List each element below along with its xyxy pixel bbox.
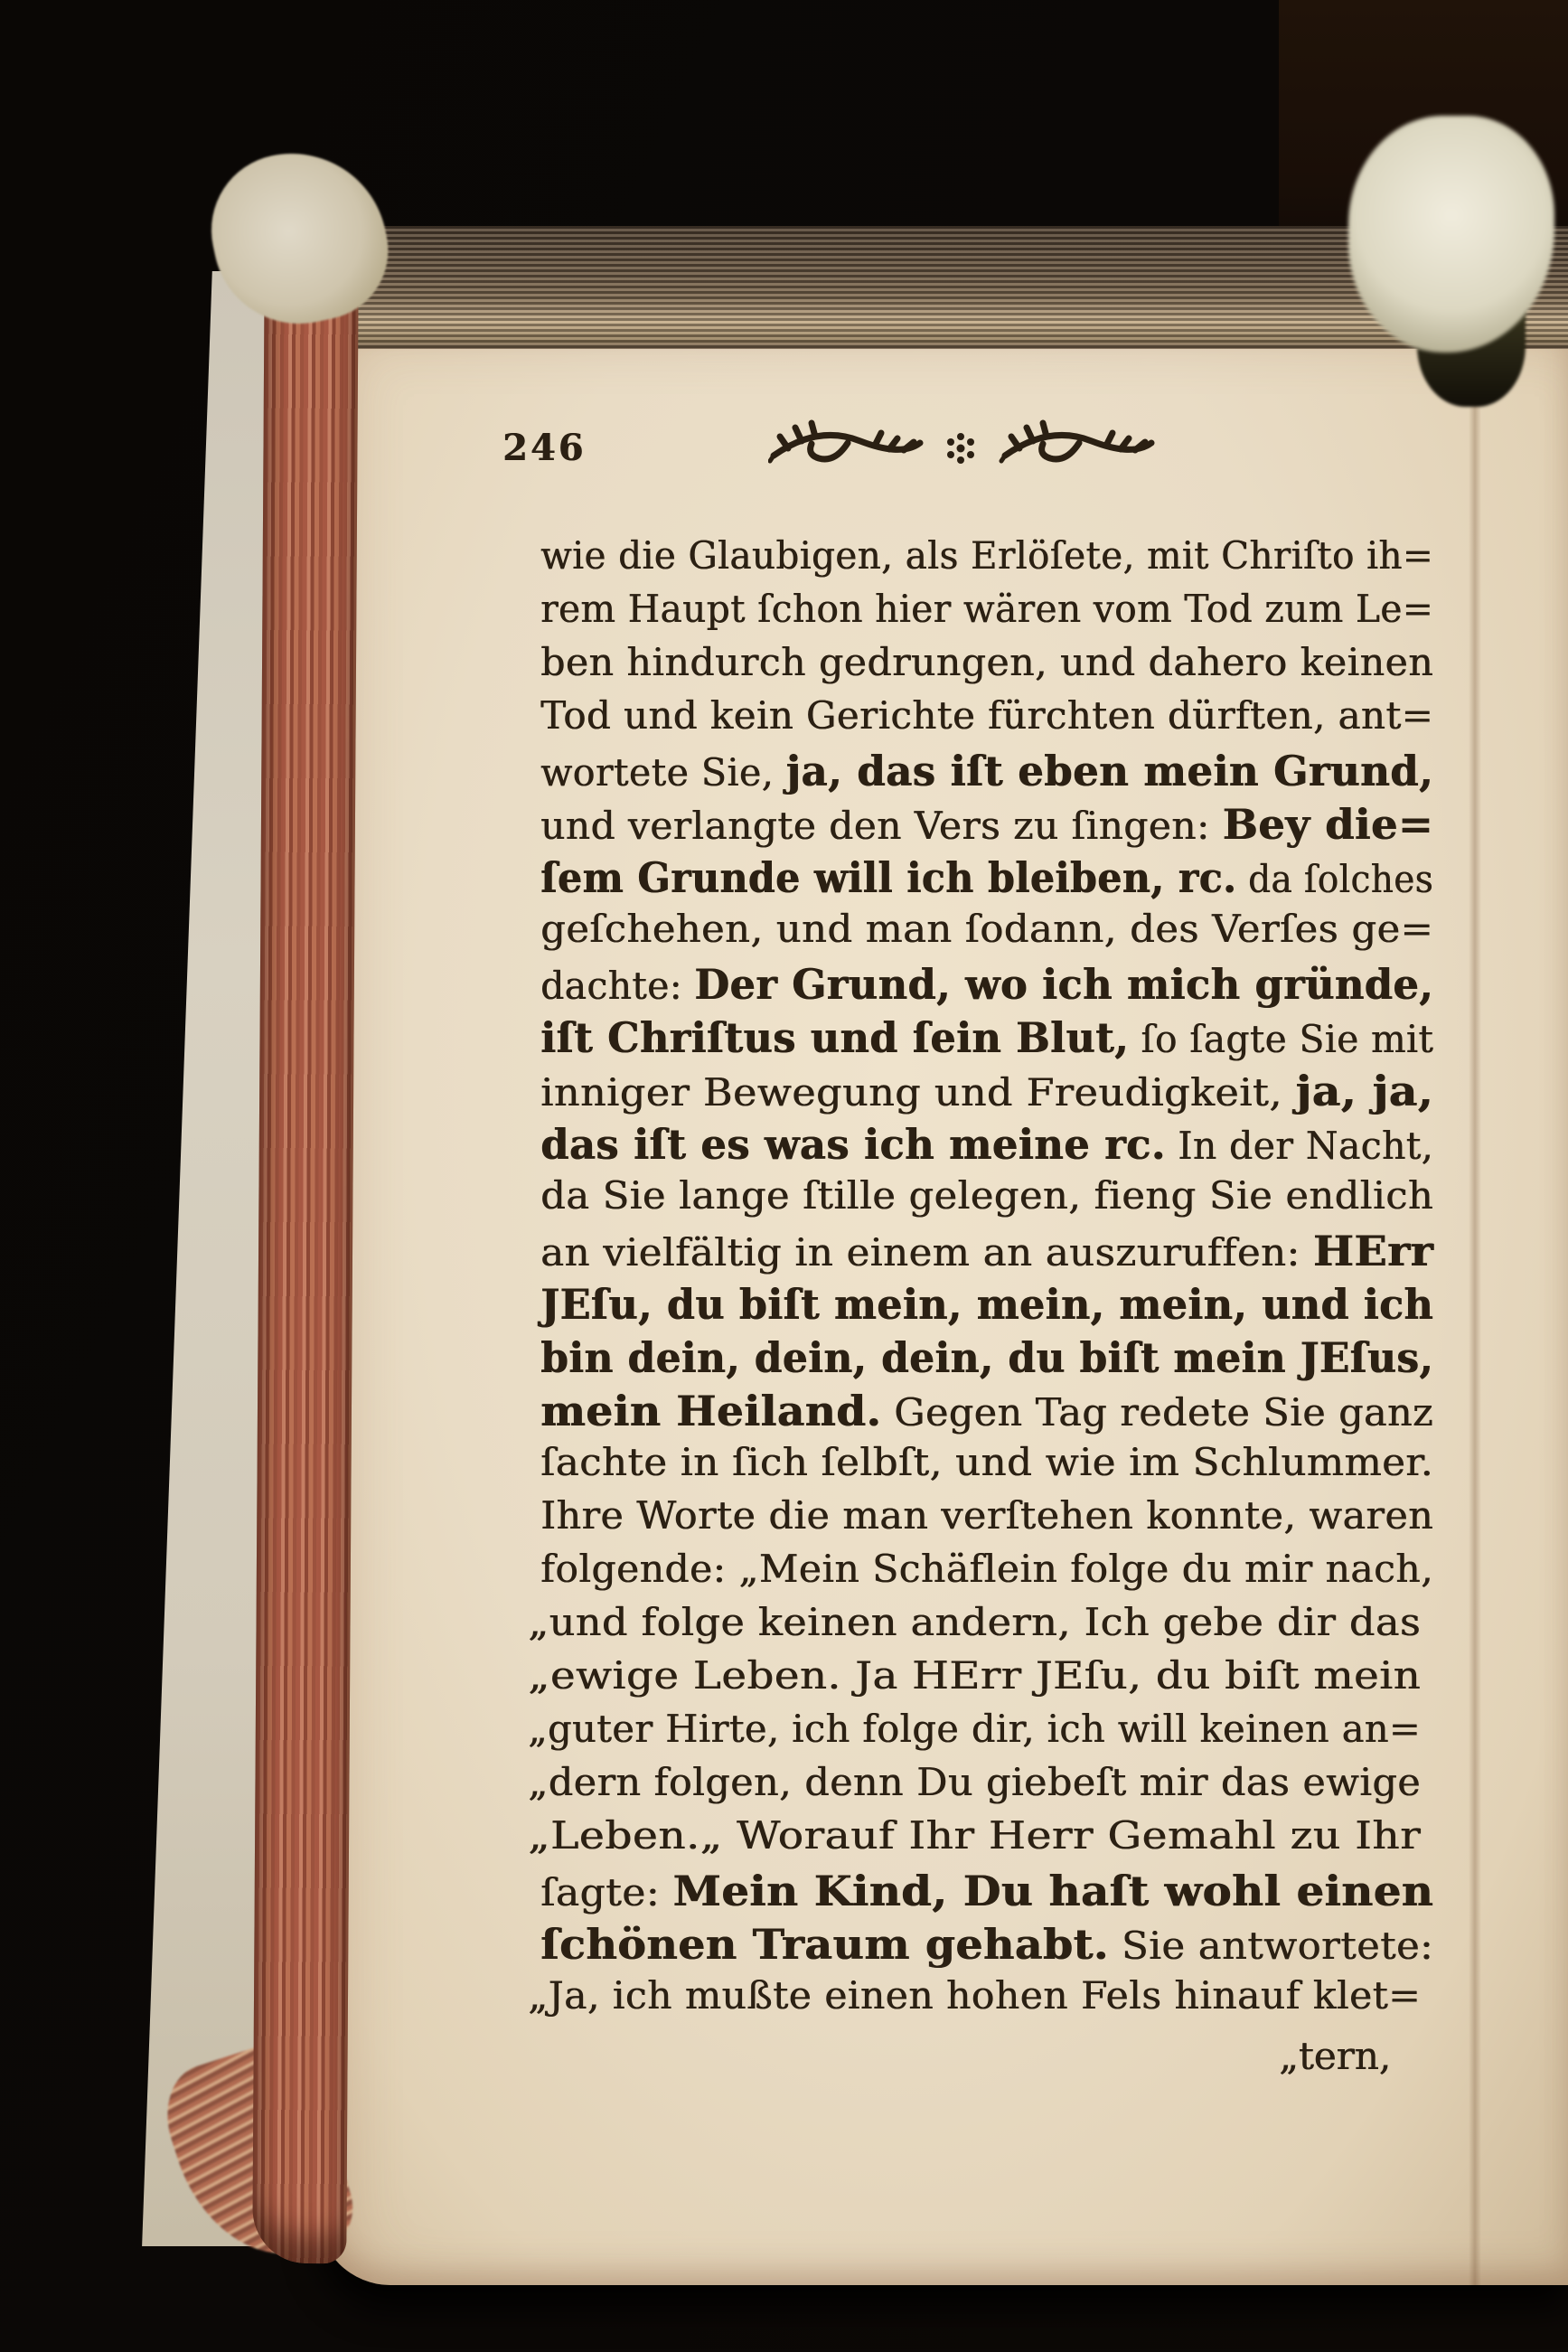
text-line bbox=[540, 1120, 1433, 1173]
text-line bbox=[540, 1920, 1433, 1973]
body-text: da ſolches bbox=[1236, 857, 1433, 901]
text-line bbox=[540, 1867, 1433, 1920]
emphasized-text: das iſt es was ich meine rc. bbox=[540, 1120, 1166, 1169]
text-line bbox=[528, 1600, 1421, 1653]
red-fore-edge bbox=[252, 255, 359, 2264]
text-line bbox=[528, 1973, 1421, 2027]
body-text: Sie antwortete: bbox=[1108, 1924, 1433, 1968]
body-text: dachte: bbox=[540, 964, 695, 1008]
emphasized-text: ja, ja, bbox=[1295, 1067, 1433, 1115]
body-text: geſchehen, und man ſodann, des Verſes ge= bbox=[540, 907, 1434, 951]
body-text: wortete Sie, bbox=[540, 750, 786, 795]
body-text: ſachte in ſich ſelbſt, und wie im Schlummer. bbox=[540, 1440, 1433, 1484]
emphasized-text: Der Grund, wo ich mich gründe, bbox=[694, 960, 1433, 1009]
text-line bbox=[540, 853, 1433, 907]
body-text: „Leben.„ Worauf Ihr Herr Gemahl zu Ihr bbox=[528, 1813, 1421, 1858]
text-line bbox=[540, 1493, 1433, 1547]
body-text: „dern folgen, denn Du giebeſt mir das ewige bbox=[528, 1760, 1421, 1804]
text-line bbox=[540, 587, 1433, 640]
emphasized-text: ſchönen Traum gehabt. bbox=[540, 1920, 1109, 1969]
text-line bbox=[540, 1280, 1433, 1333]
text-line bbox=[540, 800, 1433, 853]
emphasized-text: ja, das iſt eben mein Grund, bbox=[785, 747, 1434, 795]
text-line bbox=[540, 1387, 1433, 1440]
body-text: ſagte: bbox=[540, 1870, 673, 1915]
text-line bbox=[540, 1173, 1433, 1227]
emphasized-text: iſt Chriſtus und ſein Blut, bbox=[540, 1013, 1129, 1062]
gutter-crease bbox=[1469, 340, 1481, 2285]
text-line bbox=[540, 747, 1433, 800]
ornament-icon bbox=[768, 414, 1166, 479]
body-text: und verlangte den Vers zu ſingen: bbox=[540, 804, 1223, 848]
text-line bbox=[540, 1440, 1433, 1493]
text-line bbox=[528, 1707, 1421, 1760]
body-text: ſo ſagte Sie mit bbox=[1128, 1017, 1434, 1061]
body-text: In der Nacht, bbox=[1165, 1124, 1433, 1168]
emphasized-text: bin dein, dein, dein, du biſt mein JEſus, bbox=[540, 1333, 1433, 1382]
text-line bbox=[528, 1813, 1421, 1867]
emphasized-text: Mein Kind, Du haſt wohl einen bbox=[672, 1867, 1433, 1915]
text-line bbox=[540, 693, 1433, 747]
text-line bbox=[540, 1013, 1433, 1067]
text-line bbox=[528, 1760, 1421, 1813]
body-text: folgende: „Mein Schäflein folge du mir nach, bbox=[540, 1547, 1433, 1591]
body-text: rem Haupt ſchon hier wären vom Tod zum Le= bbox=[540, 587, 1434, 631]
body-text: wie die Glaubigen, als Erlöſete, mit Chriſto ih= bbox=[540, 533, 1433, 578]
emphasized-text: mein Heiland. bbox=[540, 1387, 882, 1435]
body-text: da Sie lange ſtille gelegen, fieng Sie endlich bbox=[540, 1173, 1433, 1218]
body-text: inniger Bewegung und Freudigkeit, bbox=[540, 1070, 1296, 1115]
emphasized-text: HErr bbox=[1312, 1227, 1433, 1275]
rosette-icon bbox=[947, 433, 974, 464]
text-line bbox=[540, 907, 1433, 960]
text-line bbox=[540, 1067, 1433, 1120]
body-text: „guter Hirte, ich folge dir, ich will keinen an= bbox=[528, 1707, 1421, 1751]
body-text: ben hindurch gedrungen, und dahero keinen bbox=[540, 640, 1433, 684]
body-text: „und folge keinen andern, Ich gebe dir das bbox=[528, 1600, 1422, 1644]
text-line bbox=[540, 533, 1433, 587]
emphasized-text: ſem Grunde will ich bleiben, rc. bbox=[540, 853, 1237, 902]
catchword: „tern, bbox=[1279, 2034, 1391, 2078]
body-text: Ihre Worte die man verſtehen konnte, waren bbox=[540, 1493, 1434, 1538]
emphasized-text: JEſu, du biſt mein, mein, mein, und ich bbox=[540, 1280, 1433, 1329]
text-line bbox=[540, 1547, 1433, 1600]
body-text: „Ja, ich mußte einen hohen Fels hinauf klet= bbox=[528, 1973, 1422, 2018]
body-text: Gegen Tag redete Sie ganz bbox=[881, 1390, 1433, 1435]
emphasized-text: Bey die= bbox=[1222, 800, 1433, 849]
text-line bbox=[540, 960, 1433, 1013]
text-line bbox=[528, 1653, 1421, 1707]
body-text: „ewige Leben. Ja HErr JEſu, du biſt mein bbox=[528, 1653, 1422, 1698]
text-line bbox=[540, 1333, 1433, 1387]
text-line bbox=[540, 1227, 1433, 1280]
text-line bbox=[540, 640, 1433, 693]
text-block bbox=[528, 533, 1434, 2027]
body-text: an vielfältig in einem an auszuruffen: bbox=[540, 1230, 1313, 1275]
page-number: 246 bbox=[502, 427, 587, 469]
body-text: Tod und kein Gerichte fürchten dürften, ant= bbox=[540, 693, 1434, 738]
